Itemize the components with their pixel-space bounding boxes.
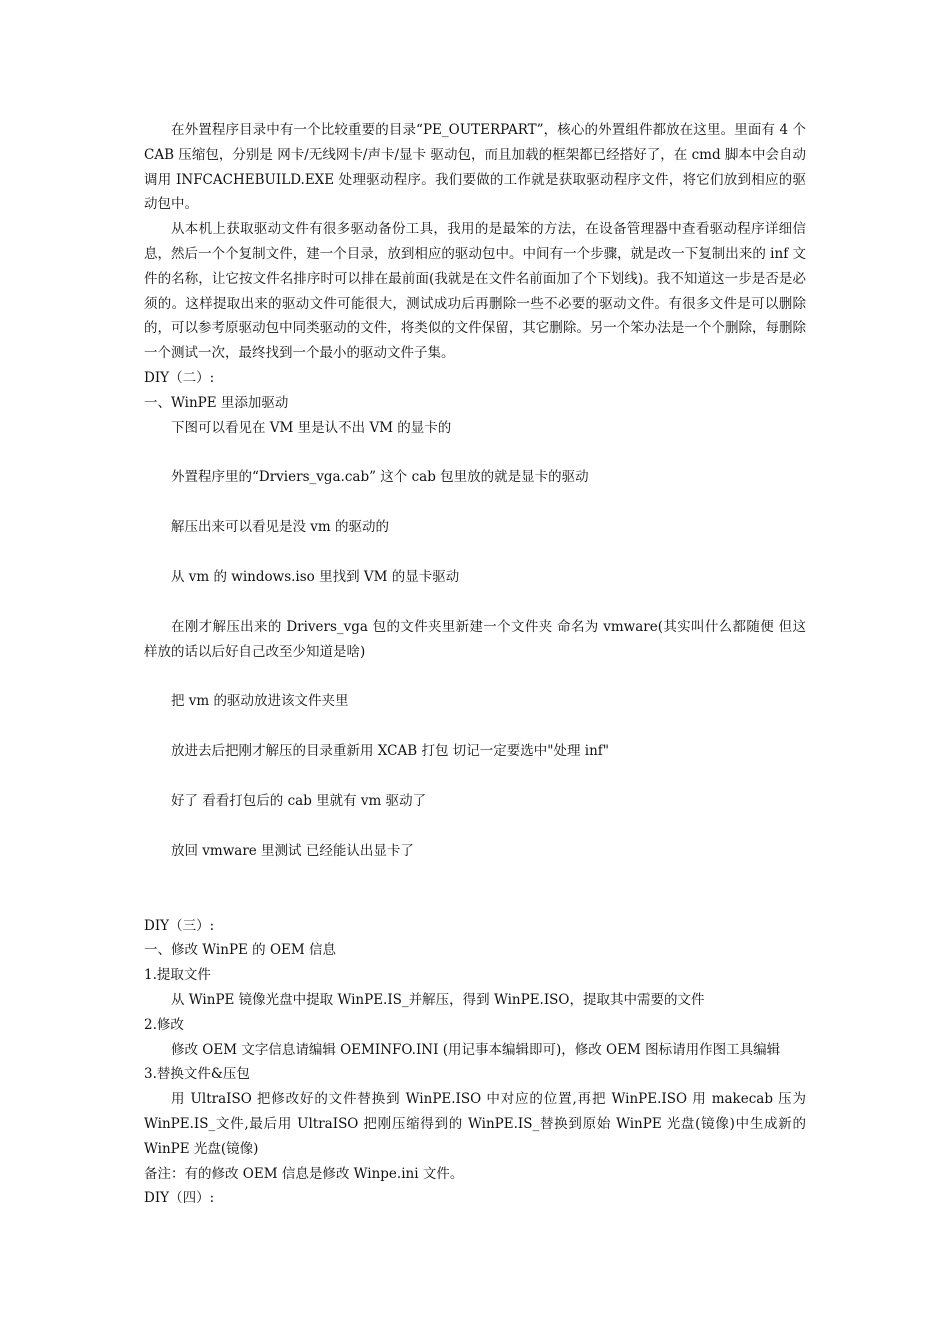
- diy2-title: 一、WinPE 里添加驱动: [144, 394, 289, 411]
- diy3-step-3-title: 3.替换文件&压包: [144, 1066, 250, 1083]
- diy2-step-6: 把 vm 的驱动放进该文件夹里: [171, 693, 349, 710]
- diy3-step-1-text: 从 WinPE 镜像光盘中提取 WinPE.IS_并解压，得到 WinPE.ISO，提取其中需要的文件: [171, 991, 705, 1008]
- section-spacer: [144, 864, 806, 914]
- diy3-note: 备注：有的修改 OEM 信息是修改 Winpe.ini 文件。: [144, 1165, 464, 1182]
- diy3-step-3-text: 用 UltraISO 把修改好的文件替换到 WinPE.ISO 中对应的位置,再把 WinPE.ISO 用 makecab 压为 WinPE.IS_文件,最后用 UltraISO 把刚压缩得到的 WinPE.IS_替换到原始 WinPE 光盘(镜像)中生成新的 WinPE 光盘(镜像): [144, 1091, 806, 1157]
- diy2-step-1: 下图可以看见在 VM 里是认不出 VM 的显卡的: [171, 419, 452, 436]
- diy3-title: 一、修改 WinPE 的 OEM 信息: [144, 942, 336, 959]
- diy2-step-2: 外置程序里的“Drviers_vga.cab” 这个 cab 包里放的就是显卡的驱动: [171, 469, 589, 486]
- paragraph-outerpart: 在外置程序目录中有一个比较重要的目录“PE_OUTERPART”，核心的外置组件都放在这里。里面有 4 个 CAB 压缩包，分别是 网卡/无线网卡/声卡/显卡 驱动包，而且加载的框架都已经搭好了，在 cmd 脚本中会自动调用 INFCACHEBUILD.EXE 处理驱动程序。我们要做的工作就是获取驱动程序文件，将它们放到相应的驱动包中。: [144, 122, 806, 213]
- diy2-step-4: 从 vm 的 windows.iso 里找到 VM 的显卡驱动: [171, 568, 460, 585]
- diy2-step-5: 在刚才解压出来的 Drivers_vga 包的文件夹里新建一个文件夹 命名为 vmware(其实叫什么都随便 但这样放的话以后好自己改至少知道是啥): [144, 618, 806, 660]
- diy3-step-2-text: 修改 OEM 文字信息请编辑 OEMINFO.INI (用记事本编辑即可)，修改 OEM 图标请用作图工具编辑: [171, 1041, 781, 1058]
- diy2-step-3: 解压出来可以看见是没 vm 的驱动的: [171, 519, 390, 536]
- diy2-step-7: 放进去后把刚才解压的目录重新用 XCAB 打包 切记一定要选中"处理 inf": [171, 743, 609, 760]
- diy3-heading: DIY（三）:: [144, 917, 215, 934]
- diy4-heading: DIY（四）:: [144, 1190, 215, 1207]
- document-body: [144, 118, 806, 1211]
- diy2-step-9: 放回 vmware 里测试 已经能认出显卡了: [171, 842, 414, 859]
- diy3-step-1-title: 1.提取文件: [144, 967, 211, 984]
- paragraph-driver-backup: 从本机上获取驱动文件有很多驱动备份工具，我用的是最笨的方法，在设备管理器中查看驱动程序详细信息，然后一个个复制文件，建一个目录，放到相应的驱动包中。中间有一个步骤，就是改一下复制出来的 inf 文件的名称，让它按文件名排序时可以排在最前面(我就是在文件名前面加了个下划线)。我不知道这一步是否是必须的。这样提取出来的驱动文件可能很大，测试成功后再删除一些不必要的驱动文件。有很多文件是可以删除的，可以参考原驱动包中同类驱动的文件，将类似的文件保留，其它删除。另一个笨办法是一个个删除，每删除一个测试一次，最终找到一个最小的驱动文件子集。: [144, 221, 806, 362]
- diy2-step-8: 好了 看看打包后的 cab 里就有 vm 驱动了: [171, 792, 427, 809]
- diy2-heading: DIY（二）:: [144, 369, 215, 386]
- diy3-step-2-title: 2.修改: [144, 1016, 184, 1033]
